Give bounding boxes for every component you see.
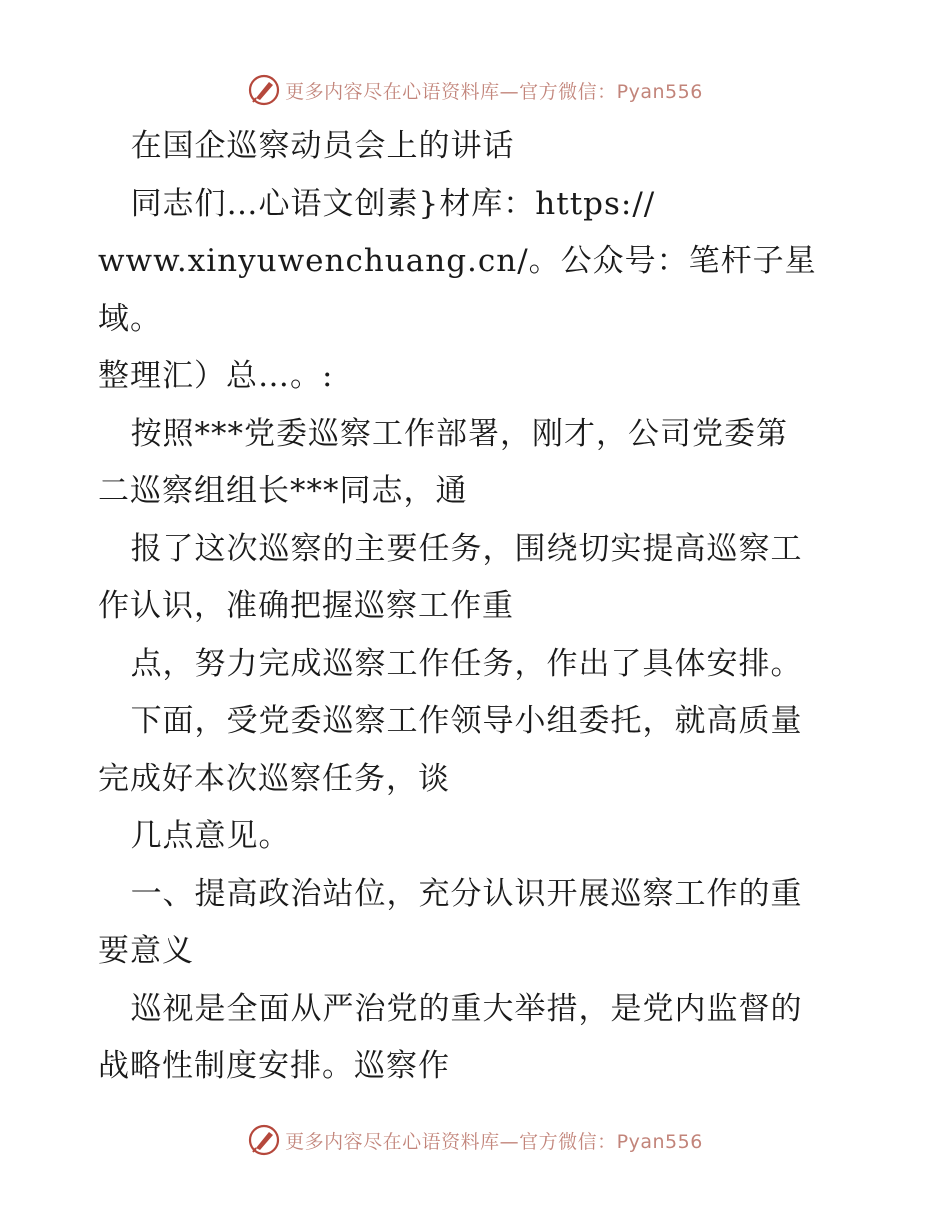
document-paragraph: 作认识，准确把握巡察工作重 <box>98 588 514 624</box>
document-paragraph: 点，努力完成巡察工作任务，作出了具体安排。 <box>98 645 803 682</box>
document-paragraph: 战略性制度安排。巡察作 <box>98 1048 450 1084</box>
document-paragraph: 几点意见。 <box>98 818 291 854</box>
document-paragraph: 二巡察组组长***同志，通 <box>98 473 468 509</box>
document-paragraph: 在国企巡察动员会上的讲话 <box>98 128 515 164</box>
quill-pen-icon <box>247 1123 281 1157</box>
quill-pen-icon <box>247 73 281 107</box>
document-paragraph: 一、提高政治站位，充分认识开展巡察工作的重 <box>98 875 803 912</box>
footer-banner-text: 更多内容尽在心语资料库—官方微信：Pyan556 <box>285 1130 703 1153</box>
document-paragraph: 同志们…心语文创素}材库：https:// <box>98 185 656 222</box>
header-banner <box>0 70 950 110</box>
document-paragraph: 按照***党委巡察工作部署，刚才，公司党委第 <box>98 415 789 452</box>
document-body <box>98 118 858 1096</box>
footer-banner <box>0 1120 950 1160</box>
document-paragraph: 完成好本次巡察任务，谈 <box>98 760 450 797</box>
document-paragraph: 下面，受党委巡察工作领导小组委托，就高质量 <box>98 703 803 739</box>
document-paragraph: 巡视是全面从严治党的重大举措，是党内监督的 <box>98 990 803 1027</box>
document-paragraph: 报了这次巡察的主要任务，围绕切实提高巡察工 <box>98 530 803 567</box>
document-paragraph: 要意义 <box>98 933 194 969</box>
document-paragraph: 整理汇）总…。: <box>98 358 334 394</box>
document-paragraph: www.xinyuwenchuang.cn/。公众号：笔杆子星域。 <box>98 243 817 337</box>
header-banner-text: 更多内容尽在心语资料库—官方微信：Pyan556 <box>285 80 703 103</box>
